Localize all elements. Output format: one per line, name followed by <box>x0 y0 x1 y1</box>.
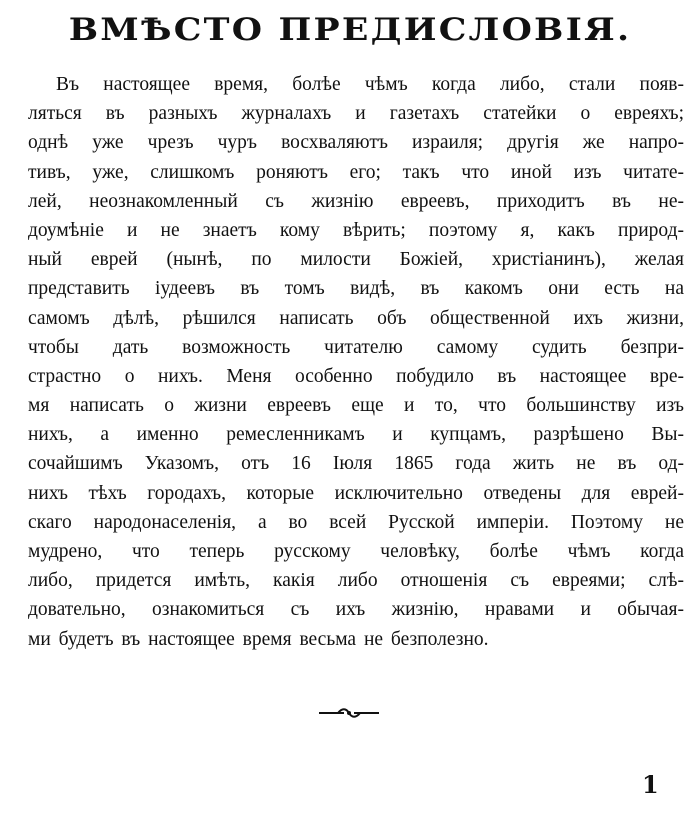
text-line: нихъ тѣхъ городахъ, которые исключительно отведены для еврей- <box>28 482 684 504</box>
text-line: самомъ дѣлѣ, рѣшился написать объ общественной ихъ жизни, <box>28 307 684 329</box>
text-line: лей, неознакомленный съ жизнію евреевъ, приходитъ въ не- <box>28 190 684 212</box>
text-line: нихъ, а именно ремесленникамъ и купцамъ, разрѣшено Вы- <box>28 424 684 446</box>
text-line: мя написать о жизни евреевъ еще и то, что большинству изъ <box>28 395 684 417</box>
text-line: довательно, ознакомиться съ ихъ жизнію, нравами и обычая- <box>28 599 684 621</box>
text-line: доумѣніе и не знаетъ кому вѣрить; поэтому я, какъ природ- <box>28 219 684 241</box>
text-line: либо, придется имѣть, какія либо отношенія съ евреями; слѣ- <box>28 570 684 592</box>
page-heading: ВМѢСТО ПРЕДИСЛОВІЯ. <box>68 12 632 48</box>
text-line: чтобы дать возможность читателю самому судить безпри- <box>28 336 684 358</box>
text-line: страстно о нихъ. Меня особенно побудило въ настоящее вре- <box>28 365 684 387</box>
text-line: ми будетъ въ настоящее время весьма не безполезно. <box>28 628 489 650</box>
divider-ornament <box>318 706 380 720</box>
text-line: представить іудеевъ въ томъ видѣ, въ какомъ они есть на <box>28 278 684 300</box>
text-line: сочайшимъ Указомъ, отъ 16 Іюля 1865 года жить не въ од- <box>28 453 684 475</box>
text-line: Въ настоящее время, болѣе чѣмъ когда либо, стали появ- <box>56 74 684 95</box>
text-line: однѣ уже чрезъ чуръ восхваляютъ израиля; другія же напро- <box>28 132 684 154</box>
text-line: мудрено, что теперь русскому человѣку, болѣе чѣмъ когда <box>28 541 684 562</box>
preface-paragraph <box>28 70 684 654</box>
text-line: скаго народонаселенія, а во всей Русской имперіи. Поэтому не <box>28 511 684 533</box>
text-line: ный еврей (нынѣ, по милости Божіей, христіанинъ), желая <box>28 249 684 271</box>
text-line: тивъ, уже, слишкомъ роняютъ его; такъ что иной изъ читате- <box>28 161 684 183</box>
text-line: ляться въ разныхъ журналахъ и газетахъ статейки о евреяхъ; <box>28 103 684 125</box>
page-number: 1 <box>642 770 659 799</box>
